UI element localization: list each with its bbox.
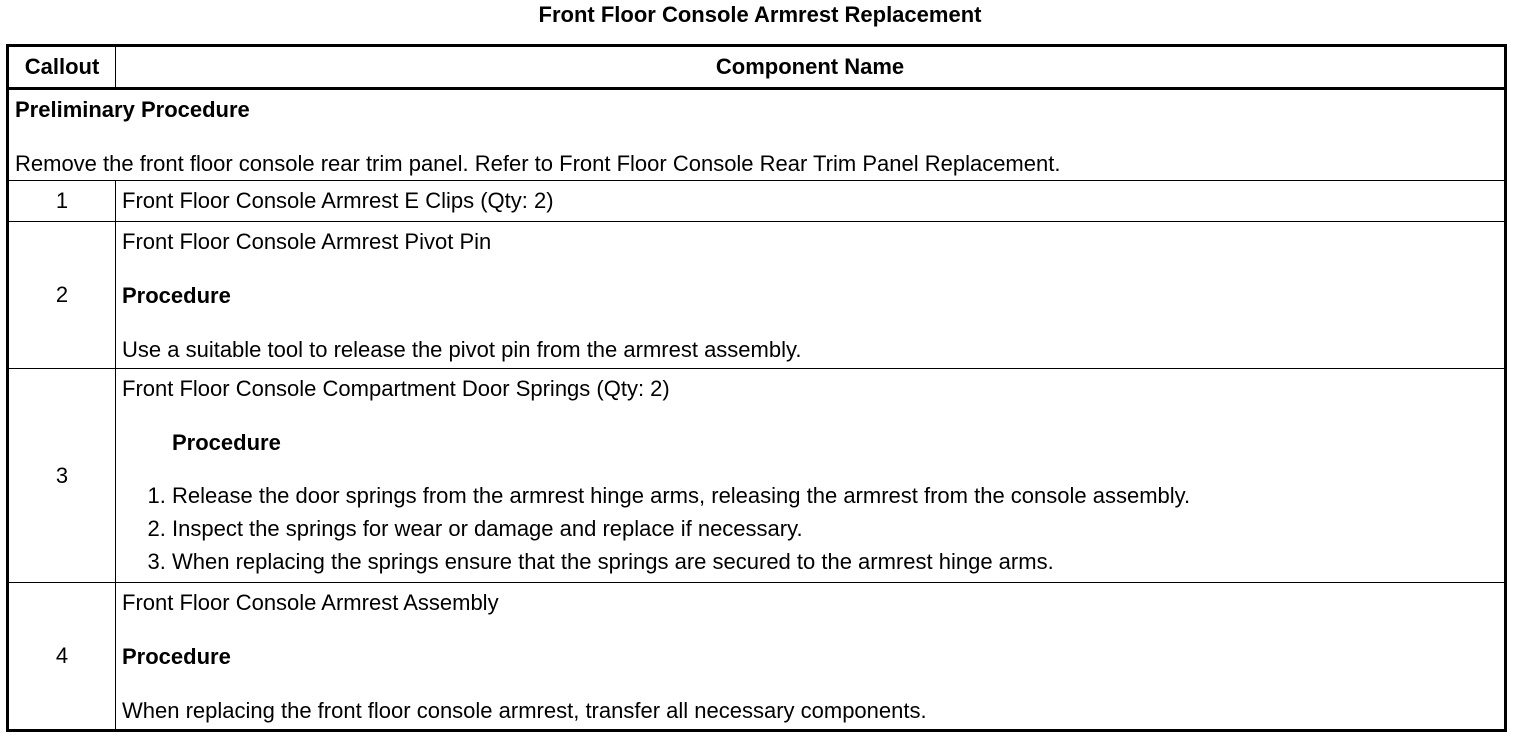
component-cell — [116, 369, 1506, 583]
page-title: Front Floor Console Armrest Replacement — [538, 2, 982, 27]
procedure-table — [6, 44, 1507, 732]
component-name: Front Floor Console Armrest Assembly — [122, 590, 499, 615]
preliminary-cell — [8, 89, 1506, 181]
procedure-label: Procedure — [122, 644, 231, 669]
component-name: Front Floor Console Compartment Door Springs (Qty: 2) — [122, 376, 670, 401]
preliminary-row — [8, 89, 1506, 181]
procedure-step: 1. Release the door springs from the armrest hinge arms, releasing the armrest from the console assembly. — [172, 479, 1498, 512]
procedure-label: Procedure — [122, 283, 231, 308]
component-cell — [116, 583, 1506, 731]
callout-number: 2 — [8, 222, 116, 369]
callout-column-header: Callout — [8, 46, 116, 89]
procedure-steps-list — [122, 479, 1498, 578]
callout-number: 4 — [8, 583, 116, 731]
component-name: Front Floor Console Armrest Pivot Pin — [122, 229, 492, 254]
component-name: Front Floor Console Armrest E Clips (Qty: 2) — [116, 181, 1506, 222]
procedure-label: Procedure — [172, 430, 281, 455]
table-header-row — [8, 46, 1506, 89]
table-row — [8, 583, 1506, 731]
component-name-column-header: Component Name — [116, 46, 1506, 89]
procedure-text: Use a suitable tool to release the pivot pin from the armrest assembly. — [122, 337, 802, 362]
procedure-step: 2. Inspect the springs for wear or damage and replace if necessary. — [172, 512, 1498, 545]
procedure-text: When replacing the front floor console armrest, transfer all necessary components. — [122, 698, 927, 723]
preliminary-heading: Preliminary Procedure — [15, 97, 250, 122]
component-cell — [116, 222, 1506, 369]
preliminary-text: Remove the front floor console rear trim panel. Refer to Front Floor Console Rear Trim Panel Replacement. — [15, 151, 1061, 176]
table-row — [8, 369, 1506, 583]
callout-number: 1 — [8, 181, 116, 222]
table-row — [8, 222, 1506, 369]
callout-number: 3 — [8, 369, 116, 583]
table-row — [8, 181, 1506, 222]
procedure-step: 3. When replacing the springs ensure that the springs are secured to the armrest hinge arms. — [172, 545, 1498, 578]
